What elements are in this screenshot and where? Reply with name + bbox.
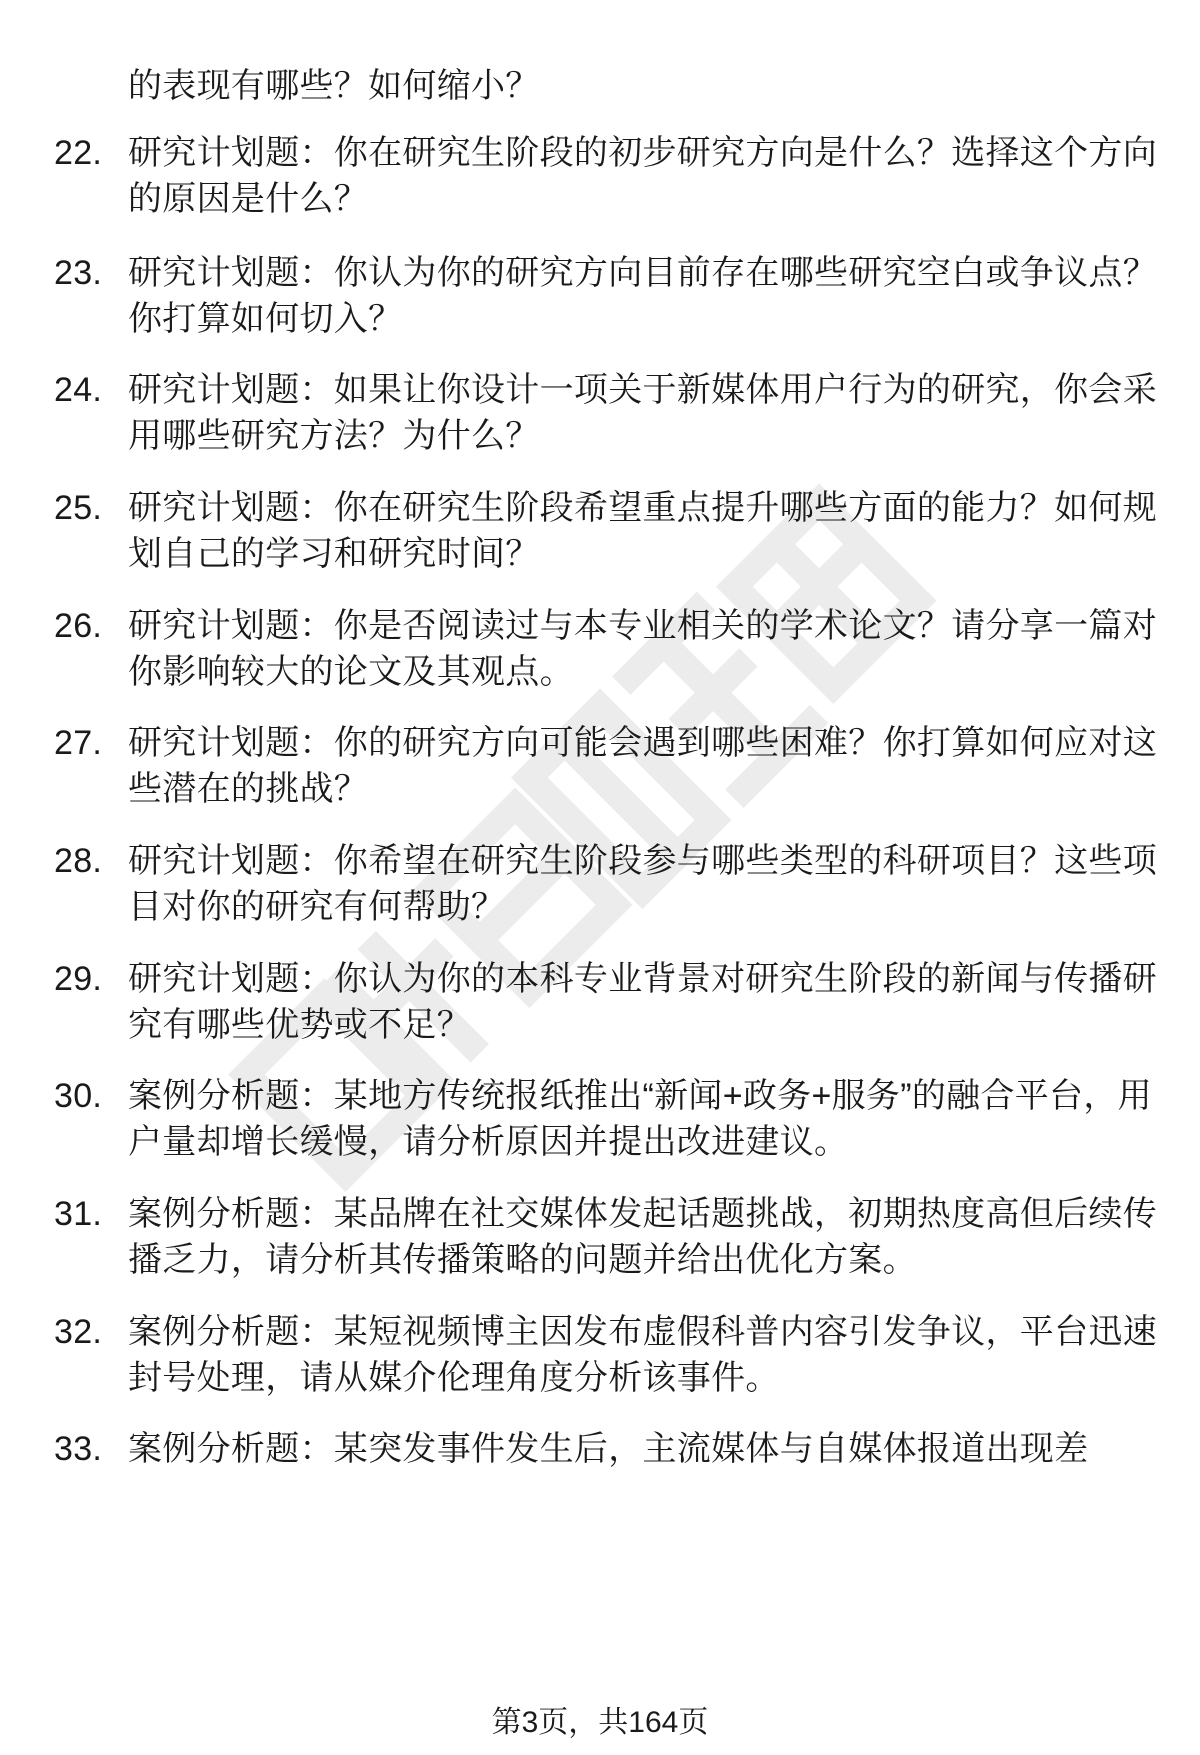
list-item	[54, 838, 1164, 930]
item-text: 案例分析题：某短视频博主因发布虚假科普内容引发争议，平台迅速封号处理，请从媒介伦理角度分析该事件。	[128, 1313, 1157, 1397]
list-item	[54, 1426, 1164, 1472]
list-item	[54, 603, 1164, 695]
item-number: 25.	[54, 489, 103, 527]
list-item	[54, 130, 1164, 222]
item-number: 29.	[54, 960, 103, 998]
item-number: 32.	[54, 1313, 103, 1351]
item-text: 研究计划题：你在研究生阶段希望重点提升哪些方面的能力？如何规划自己的学习和研究时间？	[128, 489, 1157, 573]
item-text: 案例分析题：某地方传统报纸推出“新闻+政务+服务”的融合平台，用户量却增长缓慢，请分析原因并提出改进建议。	[128, 1077, 1152, 1161]
item-text: 研究计划题：你是否阅读过与本专业相关的学术论文？请分享一篇对你影响较大的论文及其观点。	[128, 607, 1157, 691]
item-text: 研究计划题：你认为你的研究方向目前存在哪些研究空白或争议点？你打算如何切入？	[128, 254, 1157, 338]
item-number: 26.	[54, 607, 103, 645]
item-text: 案例分析题：某品牌在社交媒体发起话题挑战，初期热度高但后续传播乏力，请分析其传播策略的问题并给出优化方案。	[128, 1195, 1157, 1279]
item-number: 23.	[54, 254, 103, 292]
item-number: 27.	[54, 724, 103, 762]
item-number: 30.	[54, 1077, 103, 1115]
item-text: 研究计划题：你在研究生阶段的初步研究方向是什么？选择这个方向的原因是什么？	[128, 134, 1157, 218]
item-number: 22.	[54, 134, 103, 172]
list-item	[54, 485, 1164, 577]
list-item	[54, 1191, 1164, 1283]
item-text: 研究计划题：你希望在研究生阶段参与哪些类型的科研项目？这些项目对你的研究有何帮助？	[128, 842, 1157, 926]
item-text: 研究计划题：你的研究方向可能会遇到哪些困难？你打算如何应对这些潜在的挑战？	[128, 724, 1157, 808]
item-text: 研究计划题：你认为你的本科专业背景对研究生阶段的新闻与传播研究有哪些优势或不足？	[128, 960, 1157, 1044]
item-text: 研究计划题：如果让你设计一项关于新媒体用户行为的研究，你会采用哪些研究方法？为什么？	[128, 371, 1157, 455]
page-footer: 第3页，共164页	[491, 1706, 709, 1739]
list-item	[54, 250, 1164, 342]
list-item	[54, 1073, 1164, 1165]
item-number: 31.	[54, 1195, 103, 1233]
continued-text: 的表现有哪些？如何缩小？	[128, 67, 540, 105]
list-item	[54, 956, 1164, 1048]
list-item	[54, 1309, 1164, 1401]
item-text: 案例分析题：某突发事件发生后，主流媒体与自媒体报道出现差	[128, 1430, 1089, 1468]
list-item	[54, 720, 1164, 812]
item-number: 33.	[54, 1430, 103, 1468]
item-number: 28.	[54, 842, 103, 880]
item-number: 24.	[54, 371, 103, 409]
list-item	[54, 367, 1164, 459]
